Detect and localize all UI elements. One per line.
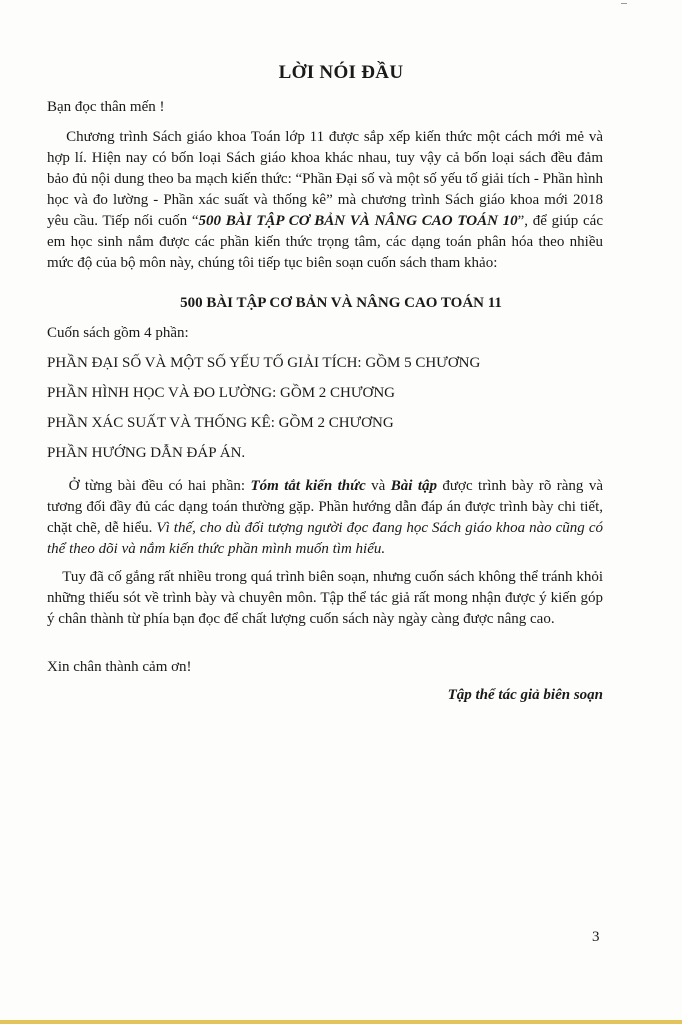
structure-e: được trình bày rõ ràng và tương đối đầy đủ các dạng toán thường gặp. Phần hướng dẫn đáp án được trình bày chi tiết, chặt chẽ, dễ hiểu. <box>47 478 604 536</box>
part-item: PHẦN HÌNH HỌC VÀ ĐO LƯỜNG: GỒM 2 CHƯƠNG <box>47 385 396 401</box>
greeting: Bạn đọc thân mến ! <box>47 99 165 115</box>
structure-a: Ở từng bài đều có hai phần: <box>68 478 251 494</box>
closing-text: Tuy đã cố gắng rất nhiều trong quá trình biên soạn, nhưng cuốn sách không thể tránh khỏi những thiếu sót về trình bày và chuyên môn. Tập thể tác giả rất mong nhận được ý kiến góp ý chân thành từ phía bạn đọc để chất lượng cuốn sách này ngày càng được nâng cao. <box>47 569 604 627</box>
thanks-line: Xin chân thành cảm ơn! <box>47 659 192 675</box>
intro-part2: ”, để giúp các em học sinh nắm được các phần kiến thức trọng tâm, các dạng toán phân hóa theo nhiều mức độ của bộ môn này, chúng tôi tiếp tục biên soạn cuốn sách tham khảo: <box>47 213 603 271</box>
part-item: PHẦN HƯỚNG DẪN ĐÁP ÁN. <box>47 445 246 461</box>
part-item: PHẦN XÁC SUẤT VÀ THỐNG KÊ: GỒM 2 CHƯƠNG <box>47 415 394 431</box>
structure-paragraph <box>47 476 603 560</box>
intro-book-ref: 500 BÀI TẬP CƠ BẢN VÀ NÂNG CAO TOÁN 10 <box>198 213 518 229</box>
structure-summary-label: Tóm tắt kiến thức <box>250 478 366 494</box>
structure-exercise-label: Bài tập <box>390 478 437 494</box>
intro-part1: Chương trình Sách giáo khoa Toán lớp 11 được sắp xếp kiến thức một cách mới mẻ và hợp lí. Hiện nay có bốn loại Sách giáo khoa khác nhau, tuy vậy cả bốn loại sách đều đảm bảo đủ nội dung theo ba mạch kiến thức: “Phần Đại số và một số yếu tố giải tích - Phần hình học và đo lường - Phần xác suất và thống kê” mà chương trình Sách giáo khoa mới 2018 yêu cầu. Tiếp nối cuốn “ <box>47 129 604 229</box>
page-title: LỜI NÓI ĐẦU <box>278 62 404 83</box>
signature: Tập thể tác giả biên soạn <box>447 687 603 703</box>
page-number: 3 <box>592 929 600 945</box>
bottom-accent-bar <box>0 1020 682 1024</box>
structure-f: Vì thế, cho dù đối tượng người đọc đang học Sách giáo khoa nào cũng có thể theo dõi và nắm kiến thức phần mình muốn tìm hiểu. <box>47 520 603 557</box>
book-title: 500 BÀI TẬP CƠ BẢN VÀ NÂNG CAO TOÁN 11 <box>180 295 502 311</box>
corner-mark <box>621 3 627 4</box>
structure-c: và <box>365 478 391 494</box>
part-item: PHẦN ĐẠI SỐ VÀ MỘT SỐ YẾU TỐ GIẢI TÍCH: GỒM 5 CHƯƠNG <box>47 355 481 371</box>
contents-intro: Cuốn sách gồm 4 phần: <box>47 325 189 341</box>
intro-paragraph <box>47 127 603 274</box>
closing-paragraph <box>47 567 603 630</box>
